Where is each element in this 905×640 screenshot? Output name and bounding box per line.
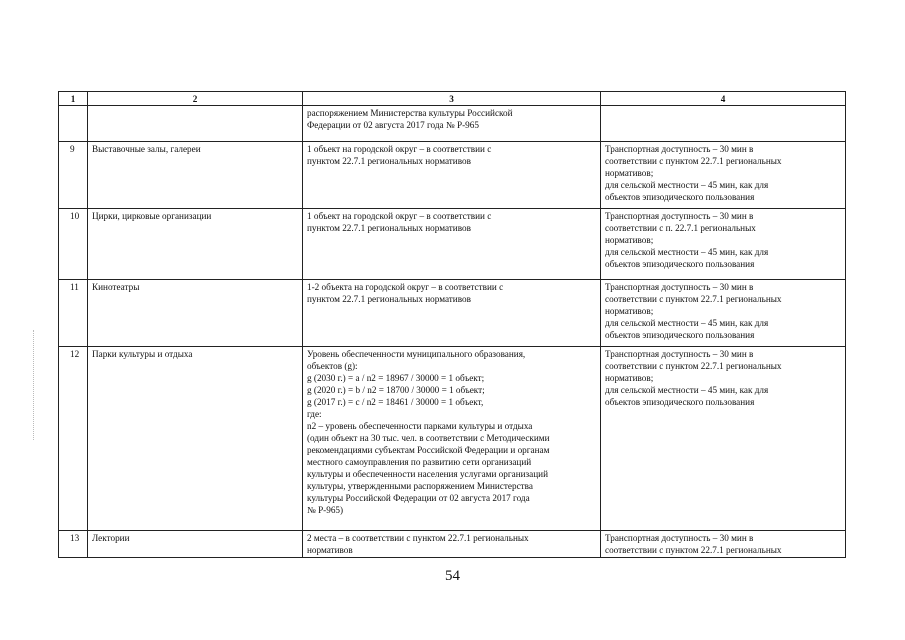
table-row: [59, 347, 846, 531]
accessibility-norm: Транспортная доступность – 30 мин в соответствии с пунктом 22.7.1 региональных нормативов; для сельской местности – 45 мин, как для объектов эпизодического пользования: [601, 142, 846, 209]
provision-norm: 1-2 объекта на городской округ – в соответствии с пунктом 22.7.1 региональных нормативов: [303, 280, 601, 347]
provision-norm: 1 объект на городской округ – в соответствии с пунктом 22.7.1 региональных нормативов: [303, 209, 601, 280]
facility-name: Выставочные залы, галереи: [88, 142, 303, 209]
facility-name: Цирки, цирковые организации: [88, 209, 303, 280]
norms-table: [58, 91, 846, 558]
accessibility-norm: [601, 106, 846, 142]
accessibility-norm: Транспортная доступность – 30 мин в соответствии с пунктом 22.7.1 региональных: [601, 531, 846, 558]
table-row: [59, 531, 846, 558]
row-number: 9: [59, 142, 88, 209]
scan-margin-artifact: [33, 330, 35, 440]
row-number: 11: [59, 280, 88, 347]
column-header: 2: [88, 92, 303, 106]
accessibility-norm: Транспортная доступность – 30 мин в соответствии с пунктом 22.7.1 региональных нормативов; для сельской местности – 45 мин, как для объектов эпизодического пользования: [601, 347, 846, 531]
table-row: [59, 142, 846, 209]
table-row: [59, 280, 846, 347]
table-header-row: [59, 92, 846, 106]
row-number: 13: [59, 531, 88, 558]
facility-name: Кинотеатры: [88, 280, 303, 347]
facility-name: [88, 106, 303, 142]
column-header: 3: [303, 92, 601, 106]
facility-name: Парки культуры и отдыха: [88, 347, 303, 531]
accessibility-norm: Транспортная доступность – 30 мин в соответствии с п. 22.7.1 региональных нормативов; для сельской местности – 45 мин, как для объектов эпизодического пользования: [601, 209, 846, 280]
column-header: 1: [59, 92, 88, 106]
facility-name: Лектории: [88, 531, 303, 558]
page-number: 54: [445, 568, 460, 584]
table-row: [59, 106, 846, 142]
provision-norm: 1 объект на городской округ – в соответствии с пунктом 22.7.1 региональных нормативов: [303, 142, 601, 209]
provision-norm: распоряжением Министерства культуры Российской Федерации от 02 августа 2017 года № Р-965: [303, 106, 601, 142]
provision-norm: Уровень обеспеченности муниципального образования, объектов (g): g (2030 г.) = a / n2 = 18967 / 30000 = 1 объект; g (2020 г.) = b / n2 = 18700 / 30000 = 1 объект; g (2017 г.) = c / n2 = 18461 / 30000 = 1 объект, где: n2 – уровень обеспеченности парками культуры и отдыха (один объект на 30 тыс. чел. в соответствии с Методическими рекомендациями субъектам Российской Федерации и органам местного самоуправления по развитию сети организаций культуры и обеспеченности населения услугами организаций культуры, утвержденными распоряжением Министерства культуры Российской Федерации от 02 августа 2017 года № Р-965): [303, 347, 601, 531]
row-number: 12: [59, 347, 88, 531]
column-header: 4: [601, 92, 846, 106]
accessibility-norm: Транспортная доступность – 30 мин в соответствии с пунктом 22.7.1 региональных нормативов; для сельской местности – 45 мин, как для объектов эпизодического пользования: [601, 280, 846, 347]
table-row: [59, 209, 846, 280]
provision-norm: 2 места – в соответствии с пунктом 22.7.1 региональных нормативов: [303, 531, 601, 558]
row-number: [59, 106, 88, 142]
row-number: 10: [59, 209, 88, 280]
